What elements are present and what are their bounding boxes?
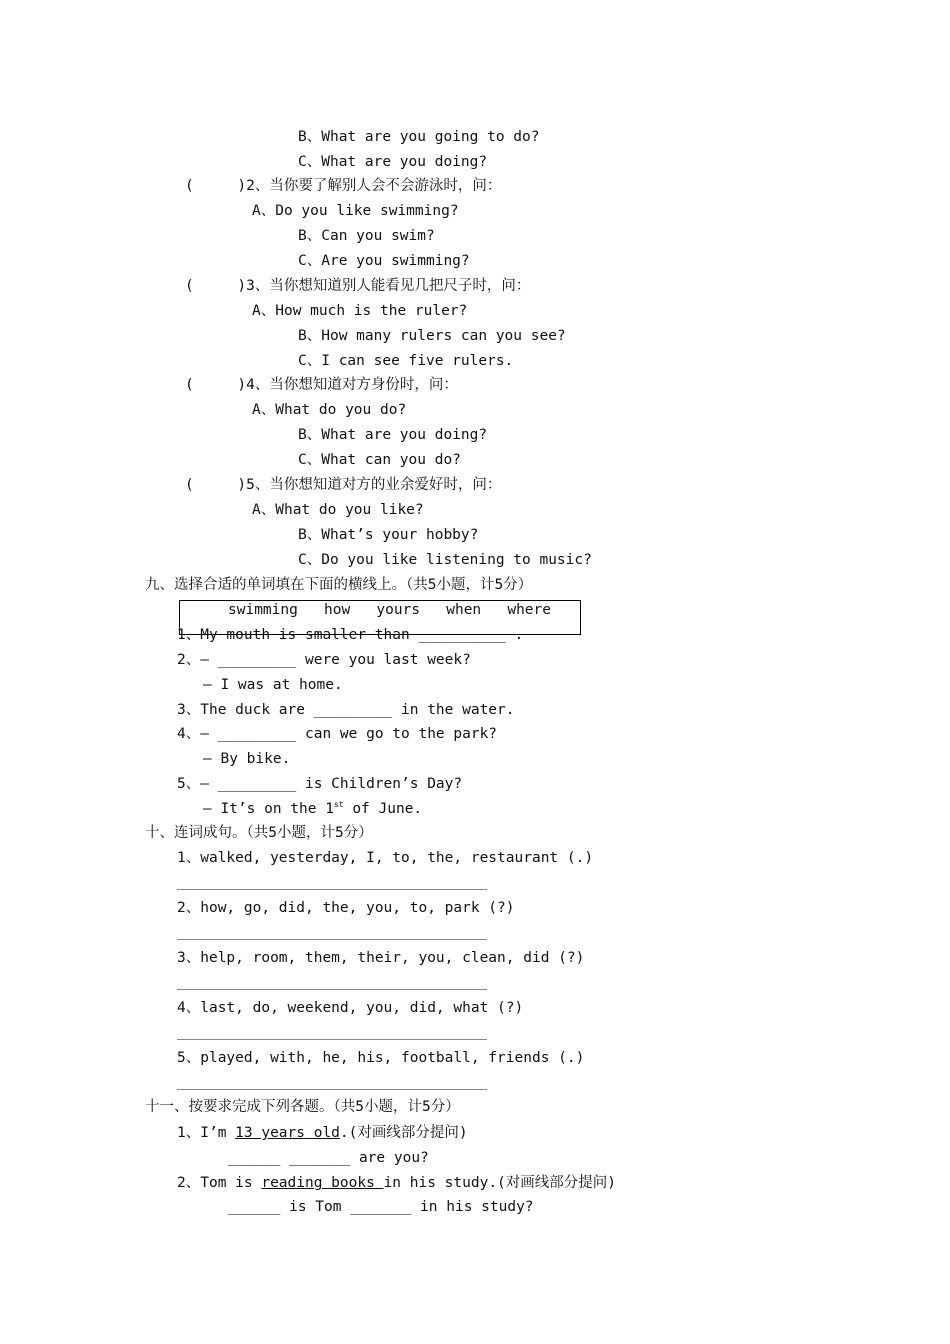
q8-4-option-c: C、What can you do? [298, 452, 461, 468]
underlined-phrase: 13 years old [235, 1125, 340, 1141]
q8-3-option-b: B、How many rulers can you see? [298, 328, 566, 344]
q8-3-option-a: A、How much is the ruler? [252, 303, 468, 319]
q8-2-option-b: B、Can you swim? [298, 228, 435, 244]
q9-item-4-answer: — By bike. [203, 751, 291, 767]
q10-item-3: 3、help, room, them, their, you, clean, did (?) [177, 950, 585, 966]
q8-3-question: ( )3、当你想知道别人能看见几把尺子时，问： [185, 278, 531, 294]
section-11-heading: 十一、按要求完成下列各题。（共5小题，计5分） [145, 1099, 460, 1115]
q9-item-2-answer: — I was at home. [203, 677, 343, 693]
q8-5-option-a: A、What do you like? [252, 502, 424, 518]
q8-2-option-c: C、Are you swimming? [298, 253, 470, 269]
q8-5-option-c: C、Do you like listening to music? [298, 552, 592, 568]
q11-item-1-answer: ______ _______ are you? [228, 1150, 429, 1166]
q9-item-5-answer [203, 799, 422, 819]
section-10-heading: 十、连词成句。（共5小题，计5分） [145, 825, 373, 841]
q10-item-1: 1、walked, yesterday, I, to, the, restaurant (.) [177, 850, 594, 866]
q9-item-1: 1、My mouth is smaller than __________ . [177, 627, 524, 643]
q9-item-2: 2、— _________ were you last week? [177, 652, 471, 668]
q11-item-2-answer: ______ is Tom _______ in his study? [228, 1199, 534, 1215]
answer-line-3 [177, 989, 487, 990]
q8-4-question: ( )4、当你想知道对方身份时，问： [185, 377, 458, 393]
q9-item-3: 3、The duck are _________ in the water. [177, 702, 515, 718]
q8-3-option-c: C、I can see five rulers. [298, 353, 514, 369]
answer-line-5 [177, 1089, 487, 1090]
q8-5-option-b: B、What’s your hobby? [298, 527, 479, 543]
q10-item-2: 2、how, go, did, the, you, to, park (?) [177, 900, 515, 916]
q9-item-5-answer-text: — It’s on the 1 [203, 801, 334, 817]
section-9-heading: 九、选择合适的单词填在下面的横线上。（共5小题，计5分） [145, 577, 533, 593]
word-bank-words: swimming how yours when where [228, 602, 552, 618]
underlined-phrase: reading books [261, 1175, 384, 1191]
answer-line-4 [177, 1039, 487, 1040]
q10-item-5: 5、played, with, he, his, football, friends (.) [177, 1050, 585, 1066]
q11-item-2-instruction: in his study.(对画线部分提问) [383, 1175, 617, 1191]
q11-item-2 [177, 1173, 616, 1193]
q8-5-question: ( )5、当你想知道对方的业余爱好时，问： [185, 477, 502, 493]
q8-1-option-c: C、What are you doing? [298, 154, 488, 170]
q11-item-1-instruction: .(对画线部分提问) [339, 1125, 468, 1141]
q11-item-1-text: 1、I’m [177, 1125, 236, 1141]
q11-item-1 [177, 1123, 468, 1143]
ordinal-superscript: st [333, 800, 344, 810]
q8-2-question: ( )2、当你要了解别人会不会游泳时，问： [185, 178, 502, 194]
q8-2-option-a: A、Do you like swimming? [252, 203, 459, 219]
q8-4-option-b: B、What are you doing? [298, 427, 488, 443]
q9-item-5-answer-tail: of June. [343, 801, 423, 817]
answer-line-2 [177, 939, 487, 940]
q9-item-4: 4、— _________ can we go to the park? [177, 726, 498, 742]
q8-4-option-a: A、What do you do? [252, 402, 407, 418]
q8-1-option-b: B、What are you going to do? [298, 129, 540, 145]
q9-item-5: 5、— _________ is Children’s Day? [177, 776, 463, 792]
answer-line-1 [177, 889, 487, 890]
q10-item-4: 4、last, do, weekend, you, did, what (?) [177, 1000, 524, 1016]
q11-item-2-text: 2、Tom is [177, 1175, 262, 1191]
